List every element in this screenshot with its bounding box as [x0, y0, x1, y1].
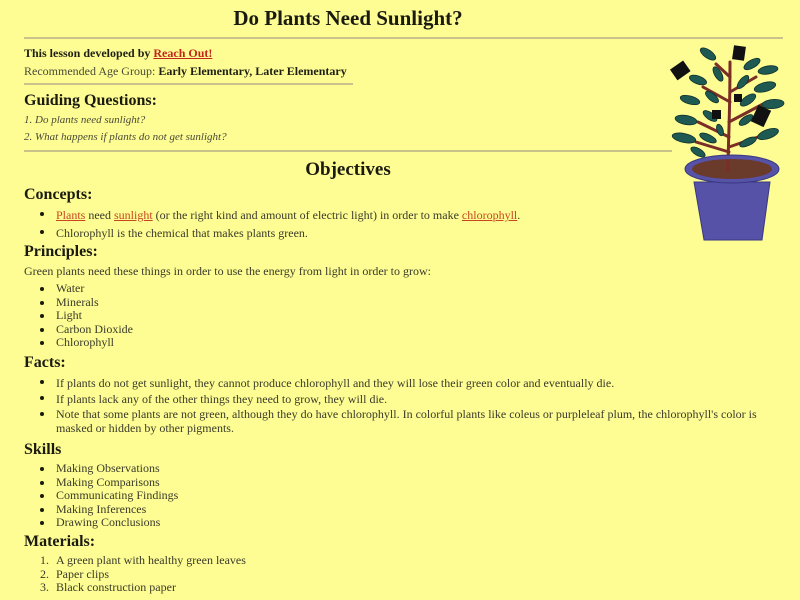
principles-list: [24, 282, 133, 350]
principle-item: Light: [24, 309, 133, 323]
principle-item: Water: [24, 282, 133, 296]
principles-heading: Principles:: [24, 243, 98, 260]
material-text: Black construction paper: [56, 580, 176, 594]
age-group-value: Early Elementary, Later Elementary: [158, 64, 347, 78]
material-item: [24, 581, 246, 595]
fact-text: Note that some plants are not green, although they do have chlorophyll. In colorful plants like coleus or purpleleaf plum, the chlorophyll's color is: [56, 407, 757, 421]
sunlight-link[interactable]: sunlight: [114, 208, 153, 222]
skill-item: Making Observations: [24, 462, 178, 476]
skills-list: [24, 462, 178, 530]
page-title-wrap: [24, 6, 672, 31]
fact-item-2: If plants lack any of the other things they need to grow, they will die.: [24, 391, 757, 407]
concept-item-1: [24, 207, 520, 223]
fact-text-continued: masked or hidden by other pigments.: [56, 421, 234, 435]
guiding-question-2: 2. What happens if plants do not get sunlight?: [24, 131, 227, 143]
questions-divider: [24, 150, 672, 152]
page-title: Do Plants Need Sunlight?: [233, 6, 463, 30]
material-number: 3.: [40, 580, 49, 594]
concept-text: (or the right kind and amount of electric light) in order to make: [152, 208, 462, 222]
concept-text: need: [85, 208, 114, 222]
principle-item: Carbon Dioxide: [24, 323, 133, 337]
material-number: 2.: [40, 566, 49, 581]
concepts-heading: Concepts:: [24, 186, 93, 203]
reach-out-link[interactable]: Reach Out!: [153, 46, 213, 60]
fact-item-1: If plants do not get sunlight, they cannot produce chlorophyll and they will lose their green color and eventually die.: [24, 375, 757, 391]
developer-prefix: This lesson developed by: [24, 46, 151, 60]
concept-item-2: Chlorophyll is the chemical that makes plants green.: [24, 225, 520, 241]
material-text: A green plant with healthy green leaves: [56, 553, 246, 567]
principle-item: Chlorophyll: [24, 336, 133, 350]
title-divider: [24, 37, 783, 39]
facts-heading: Facts:: [24, 354, 66, 371]
age-group-line: [24, 64, 347, 79]
skill-item: Making Inferences: [24, 503, 178, 517]
principles-intro: Green plants need these things in order to use the energy from light in order to grow:: [24, 264, 432, 278]
skill-item: Communicating Findings: [24, 489, 178, 503]
materials-heading: Materials:: [24, 533, 96, 550]
principle-item: Minerals: [24, 296, 133, 310]
objectives-heading-wrap: [24, 159, 672, 181]
chlorophyll-link[interactable]: chlorophyll: [461, 208, 518, 222]
age-group-label: Recommended Age Group:: [24, 64, 156, 78]
skill-item: Making Comparisons: [24, 476, 178, 490]
material-text: Paper clips: [56, 566, 109, 581]
concepts-list: [24, 207, 520, 241]
credits-divider: [24, 83, 353, 85]
objectives-heading: Objectives: [305, 159, 391, 180]
material-item: [24, 554, 246, 568]
materials-list: [24, 554, 246, 595]
skills-heading: Skills: [24, 441, 62, 458]
material-item: [24, 568, 246, 582]
material-number: 1.: [40, 553, 49, 567]
skill-item: Drawing Conclusions: [24, 516, 178, 530]
concept-text: .: [517, 208, 521, 222]
guiding-question-1: 1. Do plants need sunlight?: [24, 114, 146, 126]
fact-item-3: [24, 407, 757, 435]
potted-plant-icon: [668, 42, 788, 247]
facts-list: [24, 375, 757, 435]
plants-link[interactable]: Plants: [56, 208, 86, 222]
guiding-questions-heading: Guiding Questions:: [24, 92, 157, 109]
developer-line: [24, 46, 212, 61]
